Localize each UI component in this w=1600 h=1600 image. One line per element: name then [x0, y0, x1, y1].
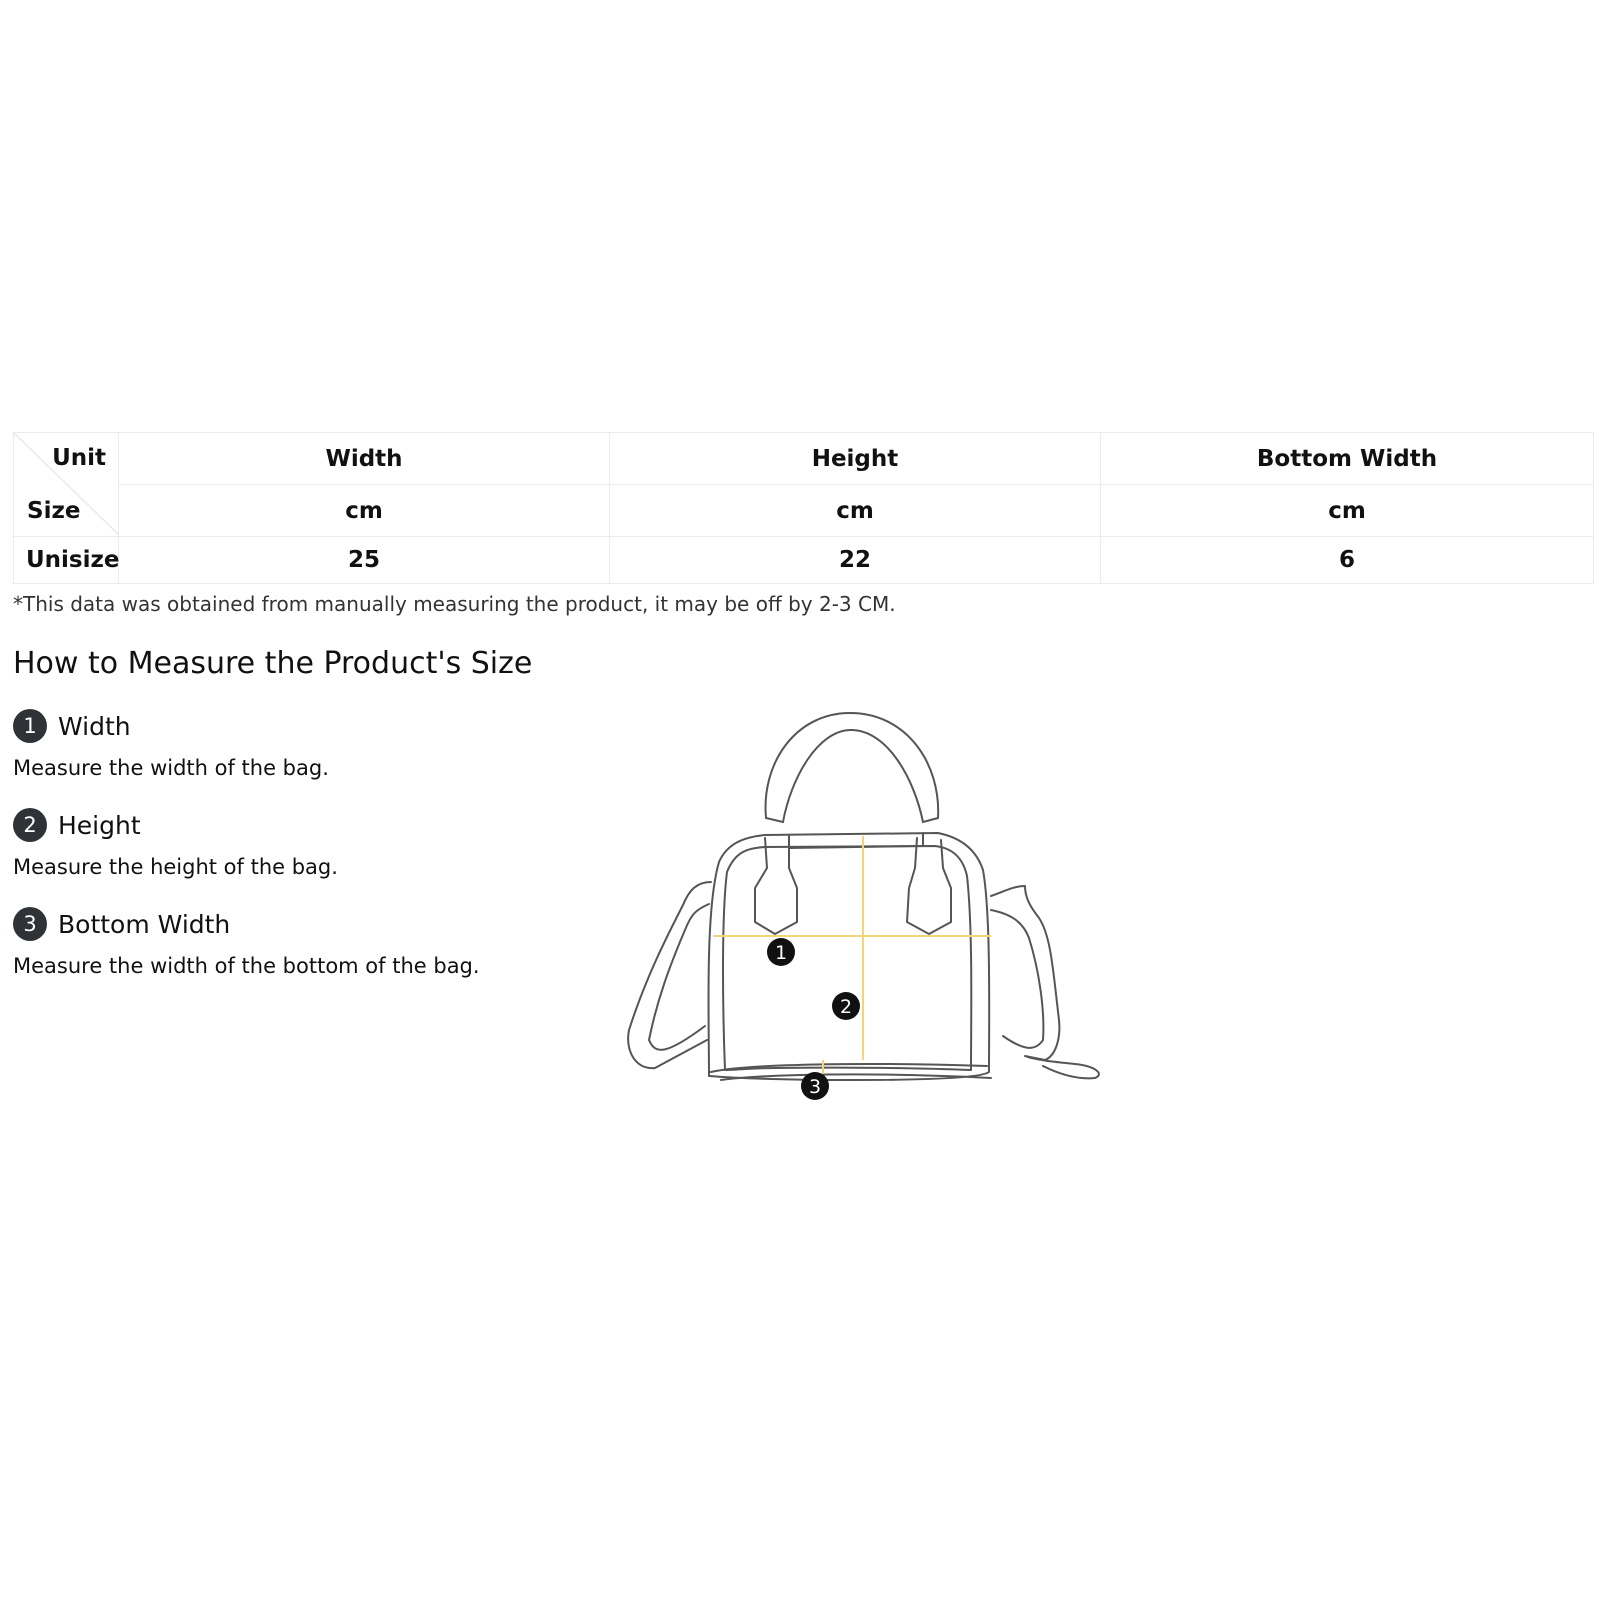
step-number-badge: 1 [13, 709, 47, 743]
svg-text:3: 3 [808, 1076, 822, 1098]
bag-body-outer [708, 833, 989, 1080]
step-number-badge: 2 [13, 808, 47, 842]
marker-1 [767, 938, 795, 966]
step-description: Measure the width of the bottom of the bag. [13, 954, 480, 978]
left-tab [755, 838, 797, 934]
handle-inner [783, 730, 923, 822]
unit-height: cm [610, 485, 1101, 537]
header-bottom-width: Bottom Width [1101, 433, 1594, 485]
value-width: 25 [119, 537, 610, 584]
table-row [14, 537, 1594, 584]
step-description: Measure the width of the bag. [13, 756, 329, 780]
svg-text:2: 2 [839, 996, 853, 1018]
step-name: Width [58, 711, 131, 741]
corner-cell [14, 433, 119, 537]
corner-unit-label: Unit [52, 445, 106, 471]
right-tab [907, 838, 951, 934]
step-width [13, 709, 329, 780]
measure-lines [713, 836, 991, 1074]
step-height [13, 808, 338, 879]
handle-outer [766, 713, 939, 818]
header-row [14, 433, 1594, 485]
marker-3 [801, 1072, 829, 1100]
step-number-badge: 3 [13, 907, 47, 941]
value-height: 22 [610, 537, 1101, 584]
size-table [13, 432, 1594, 584]
corner-size-label: Size [27, 498, 81, 524]
measurement-note: *This data was obtained from manually measuring the product, it may be off by 2-3 CM. [13, 592, 896, 616]
step-name: Height [58, 810, 141, 840]
marker-2 [832, 992, 860, 1020]
handbag-diagram [625, 700, 1125, 1130]
guide-title: How to Measure the Product's Size [13, 646, 533, 681]
header-width: Width [119, 433, 610, 485]
header-height: Height [610, 433, 1101, 485]
unit-bottom-width: cm [1101, 485, 1594, 537]
step-bottom-width [13, 907, 480, 978]
value-bottom-width: 6 [1101, 537, 1594, 584]
step-name: Bottom Width [58, 909, 231, 939]
unit-row [14, 485, 1594, 537]
unit-width: cm [119, 485, 610, 537]
step-description: Measure the height of the bag. [13, 855, 338, 879]
row-label-unisize: Unisize [14, 537, 119, 584]
svg-text:1: 1 [774, 942, 788, 964]
